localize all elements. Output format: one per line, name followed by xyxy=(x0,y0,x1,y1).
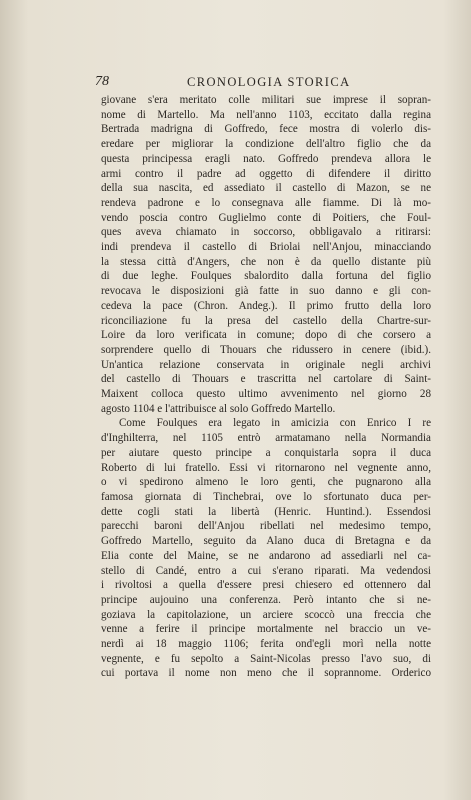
text-line: cedeva la pace (Chron. Andeg.). Il primo frutto della loro xyxy=(101,299,431,312)
text-line: d'Inghilterra, nel 1105 entrò armatamano nella Normandia xyxy=(101,432,431,445)
text-line: Elia conte del Maine, se ne andarono ad assediarli nel ca- xyxy=(101,549,431,562)
text-line: la stessa città d'Angers, che non è da quello distante più xyxy=(101,255,431,268)
text-line: dette cogli stati la libertà (Henric. Huntind.). Essendosi xyxy=(101,505,431,518)
text-line: vendo poscia contro Guglielmo conte di Poitiers, che Foul- xyxy=(101,211,431,224)
text-line: Un'antica relazione conservata in originale negli archivi xyxy=(101,358,431,371)
text-line: famosa giornata di Tinchebrai, ove lo sfortunato duca per- xyxy=(101,490,431,503)
text-line: armi contro il padre ad oggetto di difendere il diritto xyxy=(101,167,431,180)
text-line: goziava la capitolazione, un arciere scoccò una freccia che xyxy=(101,608,431,621)
text-line: della sua nascita, ed assediato il castello di Mazon, se ne xyxy=(101,182,431,195)
text-line: Bertrada madrigna di Goffredo, fece mostra di volerlo dis- xyxy=(101,123,431,136)
text-line: indi prendeva il castello di Briolai nell'Anjou, minacciando xyxy=(101,241,431,254)
text-line: del castello di Thouars e trascritta nel cartolare di Saint- xyxy=(101,373,431,386)
text-line: principe aujouino una conferenza. Però intanto che si ne- xyxy=(101,593,431,606)
text-line: Loire da loro verificata in comune; dopo di che corsero a xyxy=(101,329,431,342)
running-title: CRONOLOGIA STORICA xyxy=(187,75,351,89)
text-line: questa principessa eragli nato. Goffredo prendeva allora le xyxy=(101,152,431,165)
text-line: parecchi baroni dell'Anjou ribellati nel medesimo tempo, xyxy=(101,520,431,533)
text-line: venne a ferire il principe mortalmente nel braccio un ve- xyxy=(101,623,431,636)
text-line: Goffredo Martello, seguito da Alano duca di Bretagna e da xyxy=(101,535,431,548)
body-text xyxy=(101,93,431,681)
text-line: nome di Martello. Ma nell'anno 1103, eccitato dalla regina xyxy=(101,108,431,121)
text-line: riconciliazione fu la presa del castello della Chartre-sur- xyxy=(101,314,431,327)
text-line: rendeva padrone e lo consegnava alle fiamme. Di là mo- xyxy=(101,196,431,209)
text-line: i rivoltosi a quella d'essere presi chiesero ed ottennero dal xyxy=(101,579,431,592)
text-line: eredare per migliorar la condizione dell'altro figlio che da xyxy=(101,138,431,151)
text-line: Maixent colloca questo ultimo avvenimento nel giorno 28 xyxy=(101,388,431,401)
page-number: 78 xyxy=(95,74,109,89)
text-line: o vi spedirono almeno le loro genti, che pugnarono alla xyxy=(101,476,431,489)
text-line: agosto 1104 e l'attribuisce al solo Goffredo Martello. xyxy=(101,402,336,415)
text-line: di due leghe. Foulques sbalordito dalla fortuna del figlio xyxy=(101,270,431,283)
page-header xyxy=(95,74,431,92)
text-line: vegnente, e fu sepolto a Saint-Nicolas presso l'avo suo, di xyxy=(101,652,431,665)
text-line: Come Foulques era legato in amicizia con Enrico I re xyxy=(119,417,431,430)
text-line: revocava le disposizioni già fatte in suo danno e gli con- xyxy=(101,285,431,298)
text-line: stello di Candé, entro a cui s'erano riparati. Ma vedendosi xyxy=(101,564,431,577)
text-line: Roberto di lui fratello. Essi vi ritornarono nel vegnente anno, xyxy=(101,461,431,474)
text-line: cui portava il nome non meno che il soprannome. Orderico xyxy=(101,667,431,680)
text-line: ques aveva chiamato in soccorso, obbligavalo a ritirarsi: xyxy=(101,226,431,239)
text-line: per aiutare questo principe a conquistarla sopra il duca xyxy=(101,446,431,459)
text-line: sorprendere quello di Thouars che ridussero in cenere (ibid.). xyxy=(101,343,431,356)
text-line: giovane s'era meritato colle militari sue imprese il sopran- xyxy=(101,94,431,106)
text-line: nerdì ai 18 maggio 1106; ferita ond'egli morì nella notte xyxy=(101,638,431,651)
